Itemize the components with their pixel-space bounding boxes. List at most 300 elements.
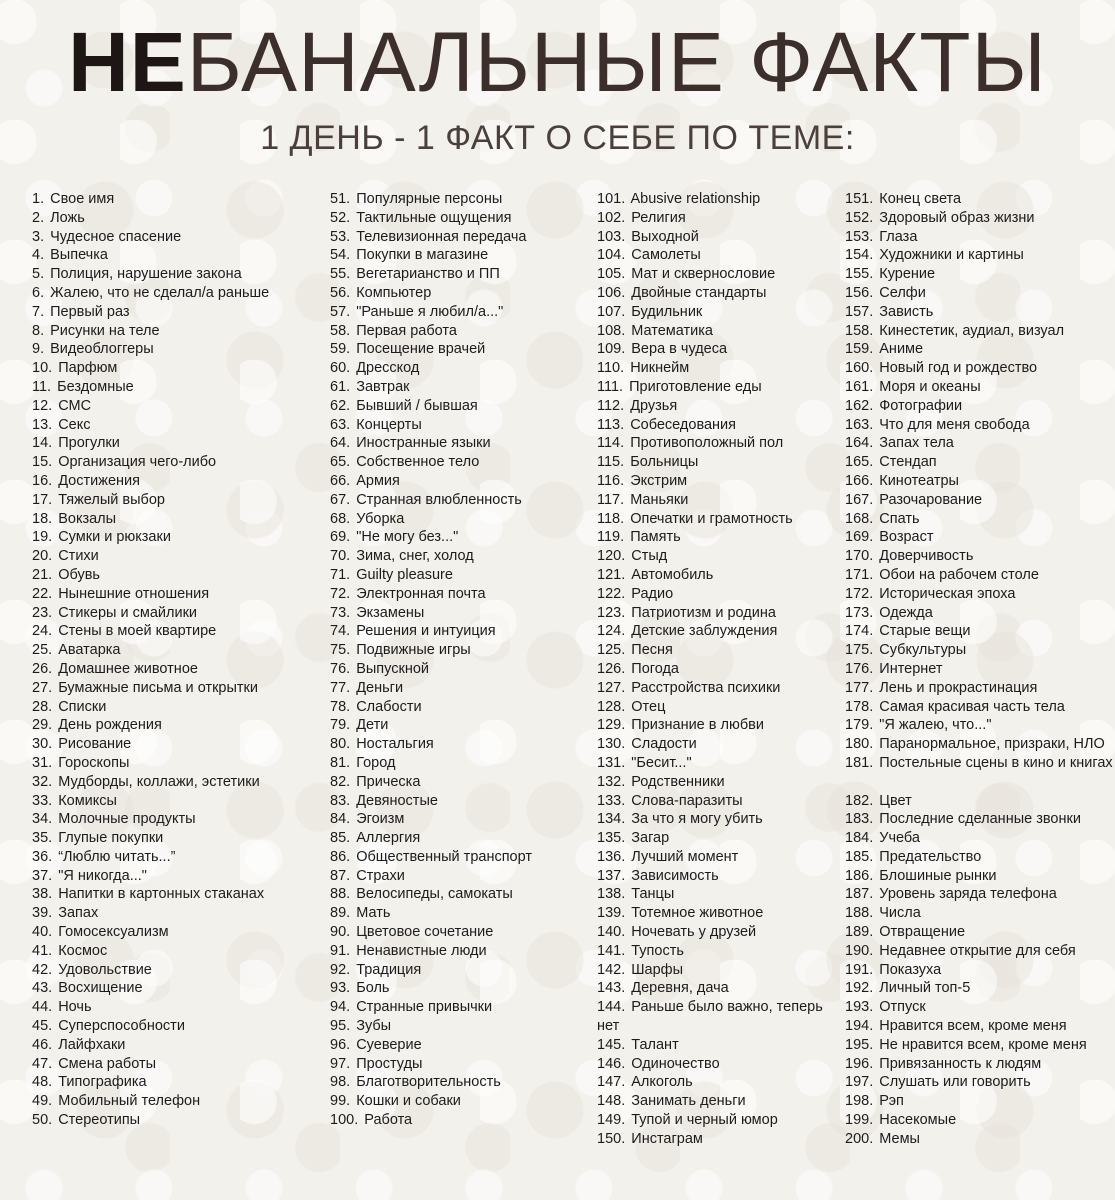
topic-number: 74. — [330, 623, 351, 640]
topic-text: Кошки и собаки — [356, 1093, 461, 1110]
topic-number: 44. — [32, 999, 53, 1016]
topic-number: 107. — [597, 303, 626, 320]
topic-item — [32, 190, 322, 209]
topic-text: "Я жалею, что..." — [879, 717, 992, 734]
topic-item — [845, 547, 1113, 566]
topic-item — [845, 453, 1113, 472]
topic-text: Талант — [631, 1036, 679, 1053]
topic-item — [845, 1130, 1113, 1149]
topic-text: Не нравится всем, кроме меня — [879, 1036, 1087, 1053]
topic-number: 122. — [597, 585, 626, 602]
topic-number: 130. — [597, 736, 626, 753]
topic-item — [845, 1036, 1113, 1055]
topic-text: Посещение врачей — [356, 341, 486, 358]
topic-item — [597, 284, 842, 303]
topic-text: Нравится всем, кроме меня — [879, 1018, 1067, 1035]
topic-item — [845, 190, 1113, 209]
topic-number: 65. — [330, 454, 351, 471]
topic-text: Рисунки на теле — [50, 322, 160, 339]
topic-number: 193. — [845, 999, 874, 1016]
topic-number: 171. — [845, 566, 874, 583]
topic-number: 191. — [845, 961, 874, 978]
topic-item — [597, 547, 842, 566]
topic-item — [597, 848, 842, 867]
topic-number: 97. — [330, 1055, 351, 1072]
topic-item — [330, 904, 592, 923]
topic-item — [32, 359, 322, 378]
topic-text: Традиция — [356, 961, 422, 978]
topic-number: 83. — [330, 792, 351, 809]
topic-text: Насекомые — [879, 1112, 957, 1129]
topic-text: Рэп — [879, 1093, 904, 1110]
topic-text: Ночевать у друзей — [631, 924, 757, 941]
topic-item — [330, 1111, 592, 1130]
topic-text: Решения и интуиция — [356, 623, 496, 640]
topic-text: Спать — [879, 510, 920, 527]
topic-number: 61. — [330, 378, 351, 395]
topic-number: 186. — [845, 867, 874, 884]
topic-number: 84. — [330, 811, 351, 828]
topic-number: 3. — [32, 228, 45, 245]
topic-text: Полиция, нарушение закона — [50, 266, 242, 283]
topic-number: 194. — [845, 1018, 874, 1035]
topic-text: Цветовое сочетание — [356, 924, 494, 941]
topic-number: 87. — [330, 867, 351, 884]
topic-item — [330, 792, 592, 811]
topic-text: Старые вещи — [879, 623, 971, 640]
topic-text: Отвращение — [879, 924, 966, 941]
topic-text: Простуды — [356, 1055, 423, 1072]
title-bold-prefix: НЕ — [68, 15, 187, 109]
topic-item — [32, 810, 322, 829]
topic-item — [845, 434, 1113, 453]
topic-text: Прогулки — [58, 435, 120, 452]
topic-number: 26. — [32, 660, 53, 677]
topic-item — [32, 322, 322, 341]
topic-number: 187. — [845, 886, 874, 903]
topic-number: 114. — [597, 435, 625, 452]
topic-text: Больницы — [630, 454, 699, 471]
topic-number: 18. — [32, 510, 53, 527]
topic-item — [32, 923, 322, 942]
topic-number: 89. — [330, 905, 351, 922]
topic-text: Аниме — [879, 341, 924, 358]
topics-column-2 — [330, 190, 592, 1130]
topic-item — [845, 679, 1113, 698]
topic-text: Город — [356, 754, 396, 771]
topic-text: Обувь — [58, 566, 100, 583]
topic-number: 129. — [597, 717, 626, 734]
topic-text: Деревня, дача — [631, 980, 729, 997]
topic-number: 38. — [32, 886, 53, 903]
topic-text: Суеверие — [356, 1036, 422, 1053]
topic-number: 69. — [330, 529, 351, 546]
topic-text: Бездомные — [57, 378, 134, 395]
topic-number: 79. — [330, 717, 351, 734]
topic-item — [845, 322, 1113, 341]
topic-item — [330, 566, 592, 585]
topic-text: Загар — [631, 830, 670, 847]
topic-text: Стихи — [58, 548, 99, 565]
topic-number: 148. — [597, 1093, 626, 1110]
topic-item — [330, 416, 592, 435]
topic-number: 117. — [597, 491, 625, 508]
topic-item — [32, 754, 322, 773]
topic-item — [597, 434, 842, 453]
topic-text: Маньяки — [630, 491, 689, 508]
topic-item — [330, 923, 592, 942]
topic-item — [845, 904, 1113, 923]
topic-item — [597, 660, 842, 679]
topic-text: Предательство — [879, 848, 982, 865]
topic-item — [597, 1036, 842, 1055]
topic-number: 27. — [32, 679, 53, 696]
topic-item — [32, 246, 322, 265]
topic-item — [845, 622, 1113, 641]
topic-item — [32, 698, 322, 717]
topic-text: Рисование — [58, 736, 132, 753]
topic-number: 58. — [330, 322, 351, 339]
topic-item — [330, 660, 592, 679]
topic-number: 181. — [845, 754, 874, 771]
topic-item — [330, 510, 592, 529]
topic-number: 132. — [597, 773, 626, 790]
topic-item — [597, 340, 842, 359]
topic-text: Велосипеды, самокаты — [356, 886, 513, 903]
topic-text: Ночь — [58, 999, 92, 1016]
topic-number: 174. — [845, 623, 874, 640]
topic-text: Погода — [631, 660, 679, 677]
topic-number: 157. — [845, 303, 874, 320]
topic-number: 199. — [845, 1112, 874, 1129]
topic-number: 100. — [330, 1112, 359, 1129]
topic-number: 137. — [597, 867, 626, 884]
topic-number: 133. — [597, 792, 626, 809]
topic-item — [330, 528, 592, 547]
topic-number: 120. — [597, 548, 626, 565]
topic-text: Выпускной — [356, 660, 430, 677]
topic-item — [330, 190, 592, 209]
topic-text: Странные привычки — [356, 999, 493, 1016]
topic-text: Лень и прокрастинация — [879, 679, 1038, 696]
topic-text: Самолеты — [631, 247, 701, 264]
topic-item — [32, 378, 322, 397]
topic-number: 22. — [32, 585, 53, 602]
topics-column-1 — [32, 190, 322, 1130]
topic-item — [845, 491, 1113, 510]
topic-text: Показуха — [879, 961, 942, 978]
topic-item — [330, 491, 592, 510]
topic-number: 76. — [330, 660, 351, 677]
topic-item — [597, 1055, 842, 1074]
topic-item — [845, 246, 1113, 265]
topic-number: 63. — [330, 416, 351, 433]
topic-item — [330, 340, 592, 359]
topic-text: Запах — [58, 905, 99, 922]
topic-text: Приготовление еды — [629, 378, 762, 395]
topic-text: Мат и сквернословие — [631, 266, 776, 283]
topic-text: Концерты — [356, 416, 422, 433]
topic-number: 161. — [845, 378, 874, 395]
topic-number: 135. — [597, 830, 626, 847]
topic-item — [330, 1036, 592, 1055]
topic-item — [845, 510, 1113, 529]
topic-number: 152. — [845, 209, 874, 226]
topic-text: Уборка — [356, 510, 405, 527]
topic-text: Напитки в картонных стаканах — [58, 886, 265, 903]
topic-text: Кинотеатры — [879, 472, 959, 489]
topic-item — [32, 303, 322, 322]
topic-number: 56. — [330, 284, 351, 301]
topic-number: 17. — [32, 491, 53, 508]
topic-text: Возраст — [879, 529, 934, 546]
topic-text: Вера в чудеса — [631, 341, 728, 358]
topic-item — [845, 472, 1113, 491]
topic-text: Guilty pleasure — [356, 566, 453, 583]
topic-item — [32, 284, 322, 303]
topic-text: Селфи — [879, 284, 926, 301]
topic-text: Космос — [58, 942, 108, 959]
topic-text: Достижения — [58, 472, 140, 489]
topic-item — [330, 698, 592, 717]
topic-number: 140. — [597, 924, 626, 941]
topic-number: 182. — [845, 792, 874, 809]
topic-text: Обои на рабочем столе — [879, 566, 1039, 583]
topic-text: Аватарка — [58, 642, 121, 659]
topic-item — [330, 378, 592, 397]
topic-text: Экзамены — [356, 604, 425, 621]
topic-item — [597, 735, 842, 754]
topic-item — [32, 1092, 322, 1111]
topic-text: Молочные продукты — [58, 811, 196, 828]
topic-item — [330, 265, 592, 284]
topic-item — [597, 979, 842, 998]
topic-item — [597, 923, 842, 942]
topic-text: Новый год и рождество — [879, 360, 1038, 377]
topic-text: Ностальгия — [356, 736, 434, 753]
topic-text: Аллергия — [356, 830, 421, 847]
topic-text: Моря и океаны — [879, 378, 981, 395]
topic-text: Одиночество — [631, 1055, 720, 1072]
topic-text: Покупки в магазине — [356, 247, 489, 264]
topic-number: 154. — [845, 247, 874, 264]
topic-text: Самая красивая часть тела — [879, 698, 1065, 715]
topic-text: Лайфхаки — [58, 1036, 126, 1053]
topic-text: Популярные персоны — [356, 191, 503, 207]
topic-item — [330, 322, 592, 341]
topic-item — [32, 773, 322, 792]
topic-item — [32, 641, 322, 660]
topic-number: 94. — [330, 999, 351, 1016]
topic-item — [597, 829, 842, 848]
topic-text: "Бесит..." — [631, 754, 692, 771]
topic-item — [845, 923, 1113, 942]
topic-text: Здоровый образ жизни — [879, 209, 1035, 226]
topic-item — [845, 754, 1113, 792]
topic-text: Собственное тело — [356, 454, 480, 471]
topic-number: 92. — [330, 961, 351, 978]
topic-number: 42. — [32, 961, 53, 978]
topic-number: 85. — [330, 830, 351, 847]
topic-number: 48. — [32, 1074, 53, 1091]
topic-text: Восхищение — [58, 980, 143, 997]
topic-item — [597, 904, 842, 923]
topic-text: Никнейм — [630, 360, 690, 377]
topic-item — [597, 303, 842, 322]
topic-number: 34. — [32, 811, 53, 828]
topic-item — [32, 566, 322, 585]
topic-item — [330, 679, 592, 698]
topic-item — [32, 265, 322, 284]
topic-text: Конец света — [879, 191, 962, 207]
topic-number: 66. — [330, 472, 351, 489]
topic-number: 59. — [330, 341, 351, 358]
topic-text: Странная влюбленность — [356, 491, 522, 508]
topic-text: Общественный транспорт — [356, 848, 533, 865]
topic-number: 32. — [32, 773, 53, 790]
topic-number: 198. — [845, 1093, 874, 1110]
topic-item — [330, 359, 592, 378]
topic-number: 176. — [845, 660, 874, 677]
topic-number: 7. — [32, 303, 45, 320]
topic-text: Слова-паразиты — [631, 792, 743, 809]
topic-item — [32, 228, 322, 247]
topic-item — [597, 491, 842, 510]
topic-text: Религия — [631, 209, 686, 226]
topic-text: Свое имя — [50, 191, 115, 207]
topic-number: 195. — [845, 1036, 874, 1053]
topic-item — [330, 434, 592, 453]
topic-number: 146. — [597, 1055, 626, 1072]
topic-number: 98. — [330, 1074, 351, 1091]
topic-item — [597, 885, 842, 904]
topic-item — [597, 942, 842, 961]
topic-number: 124. — [597, 623, 626, 640]
topic-text: Зубы — [356, 1018, 392, 1035]
topic-item — [32, 867, 322, 886]
topic-number: 72. — [330, 585, 351, 602]
topic-number: 155. — [845, 266, 874, 283]
topic-number: 151. — [845, 191, 874, 207]
topic-item — [32, 679, 322, 698]
topic-number: 163. — [845, 416, 874, 433]
topic-text: Отец — [631, 698, 666, 715]
topic-item — [597, 773, 842, 792]
topic-text: Слабости — [356, 698, 422, 715]
topic-item — [597, 322, 842, 341]
topic-text: Первый раз — [50, 303, 130, 320]
topic-text: Интернет — [879, 660, 943, 677]
topic-number: 9. — [32, 341, 45, 358]
topic-text: Стены в моей квартире — [58, 623, 217, 640]
topic-item — [597, 961, 842, 980]
topics-column-3 — [597, 190, 842, 1149]
topic-text: Мудборды, коллажи, эстетики — [58, 773, 260, 790]
topic-number: 178. — [845, 698, 874, 715]
topic-item — [32, 340, 322, 359]
topic-number: 64. — [330, 435, 351, 452]
topic-item — [330, 979, 592, 998]
topic-item — [597, 397, 842, 416]
topic-text: Стыд — [631, 548, 668, 565]
topic-text: Постельные сцены в кино и книгах — [879, 754, 1113, 771]
topic-item — [32, 434, 322, 453]
topic-item — [32, 209, 322, 228]
topic-item — [32, 735, 322, 754]
topic-text: Работа — [364, 1112, 413, 1129]
topic-number: 109. — [597, 341, 626, 358]
topic-item — [845, 792, 1113, 811]
topic-text: Личный топ-5 — [879, 980, 971, 997]
header — [0, 14, 1115, 158]
topic-item — [32, 453, 322, 472]
topic-number: 188. — [845, 905, 874, 922]
topic-item — [330, 961, 592, 980]
topic-number: 11. — [32, 378, 52, 395]
topic-number: 190. — [845, 942, 874, 959]
topic-text: Друзья — [630, 397, 678, 414]
topic-text: Стикеры и смайлики — [58, 604, 198, 621]
topic-number: 57. — [330, 303, 351, 320]
topic-number: 123. — [597, 604, 626, 621]
topic-text: Песня — [631, 642, 673, 659]
topic-item — [845, 340, 1113, 359]
topic-text: Подвижные игры — [356, 642, 471, 659]
topic-text: Телевизионная передача — [356, 228, 527, 245]
topic-number: 41. — [32, 942, 53, 959]
topic-item — [32, 1055, 322, 1074]
topic-number: 112. — [597, 397, 625, 414]
topic-text: “Люблю читать...” — [58, 848, 176, 865]
topic-item — [32, 622, 322, 641]
topic-number: 53. — [330, 228, 351, 245]
topic-item — [330, 829, 592, 848]
topic-number: 71. — [330, 566, 351, 583]
topic-item — [32, 716, 322, 735]
topic-text: Дети — [356, 717, 389, 734]
topic-text: Экстрим — [630, 472, 688, 489]
topic-number: 119. — [597, 529, 625, 546]
topic-text: Парфюм — [58, 360, 118, 377]
topic-item — [32, 1111, 322, 1130]
topic-text: Секс — [58, 416, 91, 433]
topic-number: 13. — [32, 416, 53, 433]
topic-number: 183. — [845, 811, 874, 828]
topic-text: Патриотизм и родина — [631, 604, 776, 621]
topic-number: 144. — [597, 999, 626, 1016]
topic-text: Противоположный пол — [630, 435, 784, 452]
topic-item — [845, 829, 1113, 848]
topic-text: Девяностые — [356, 792, 438, 809]
topic-number: 23. — [32, 604, 53, 621]
topic-item — [330, 735, 592, 754]
topic-number: 156. — [845, 284, 874, 301]
topic-number: 101. — [597, 191, 626, 207]
topic-item — [330, 547, 592, 566]
topic-item — [597, 190, 842, 209]
topic-text: Блошиные рынки — [879, 867, 997, 884]
topic-text: Стендап — [879, 454, 937, 471]
topic-number: 36. — [32, 848, 53, 865]
topic-text: Уровень заряда телефона — [879, 886, 1057, 903]
topic-item — [32, 979, 322, 998]
topic-text: Иностранные языки — [356, 435, 491, 452]
topic-number: 95. — [330, 1018, 351, 1035]
topic-text: Мобильный телефон — [58, 1093, 201, 1110]
topic-number: 139. — [597, 905, 626, 922]
topic-item — [845, 416, 1113, 435]
topic-number: 173. — [845, 604, 874, 621]
